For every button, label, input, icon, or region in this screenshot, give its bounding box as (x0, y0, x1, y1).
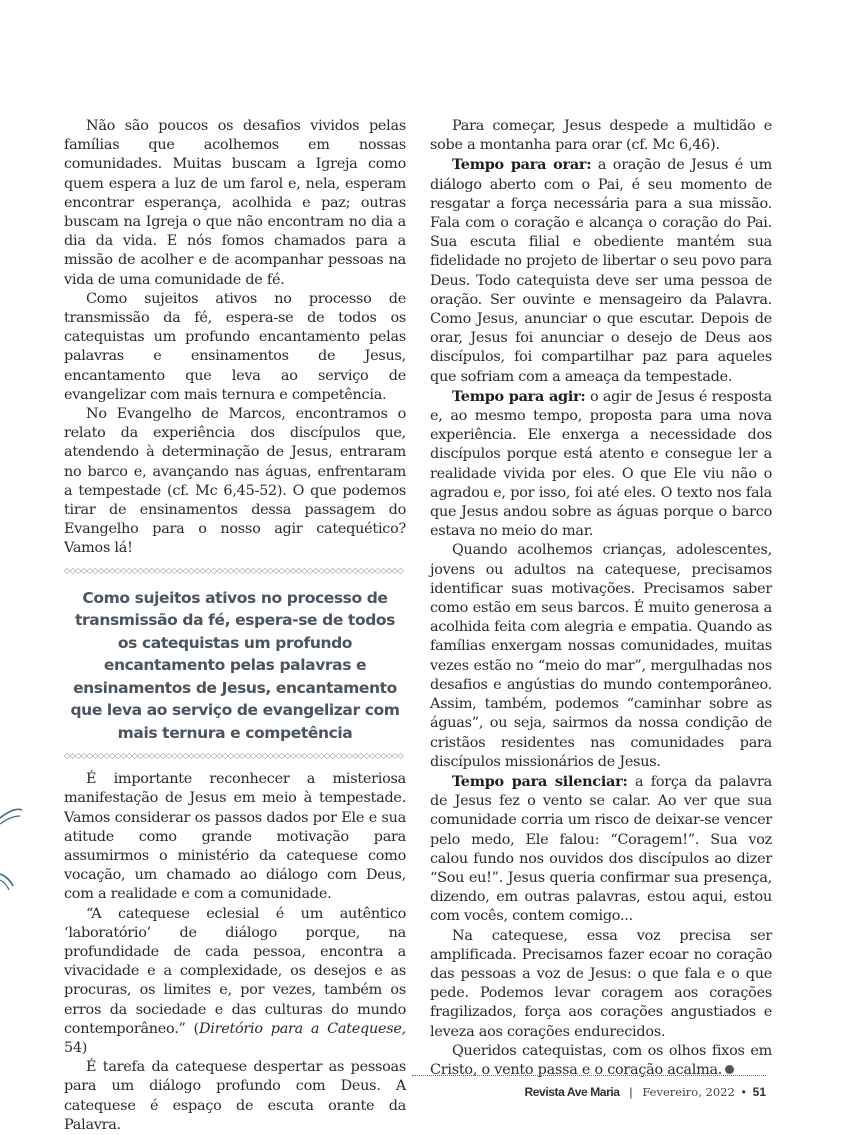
left-column (64, 117, 406, 1135)
section-text: o agir de Jesus é resposta e, ao mesmo tempo, proposta para uma nova experiência. Ele enxerga a necessidade dos discípulos porque está atento e consegue ler a realidade vivida por eles. O que Ele viu não o agradou e, por isso, foi até eles. O texto nos fala que Jesus andou sobre as águas porque o barco estava no meio do mar. (430, 388, 772, 540)
quote-paragraph (64, 905, 406, 1059)
page-footer (525, 1085, 766, 1099)
quote-text: “A catequese eclesial é um autêntico ‘laboratório’ de diálogo porque, na profundidade de cada pessoa, encontra a vivacidade e a complexidade, os desejos e as procuras, os limites e, por vezes, também os erros da sociedade e das culturas do mundo contemporâneo.” ( (64, 905, 406, 1037)
wave-swirl-decoration (0, 770, 40, 910)
section-text: a oração de Jesus é um diálogo aberto com o Pai, é seu momento de resgatar a força necessária para a sua missão. Fala com o coração e alcança o coração do Pai. Sua escuta filial e obediente mantém sua fidelidade no projeto de libertar o seu povo para Deus. Todo catequista deve ser uma pessoa de oração. Ser ouvinte e mensageiro da Palavra. Como Jesus, anunciar o que escutar. Depois de orar, Jesus foi anunciar o desejo de Deus aos discípulos, foi compartilhar paz para aqueles que sofriam com a ameaça da tempestade. (430, 157, 772, 385)
section-text: a força da palavra de Jesus fez o vento se calar. Ao ver que sua comunidade corria um risco de deixar-se vencer pelo medo, Ele falou: “Coragem!”. Sua voz calou fundo nos ouvidos dos discípulos ao dizer “Sou eu!”. Jesus queria confirmar sua presença, dizendo, em outras palavras, estou aqui, estou com vocês, contem comigo... (430, 773, 772, 925)
footer-separator: | (629, 1085, 633, 1099)
paragraph: Na catequese, essa voz precisa ser amplificada. Precisamos fazer ecoar no coração das pessoas a voz de Jesus: o que fala e o que pede. Podemos levar coragem aos corações fragilizados, força aos corações angustiados e leveza aos corações endurecidos. (430, 927, 772, 1040)
paragraph: Não são poucos os desafios vividos pelas famílias que acolhemos em nossas comunidades. Muitas buscam a Igreja como quem espera a luz de um farol e, nela, esperam encontrar esperança, acolhida e paz; outras buscam na Igreja o que não encontram no dia a dia da vida. E nós fomos chamados para a missão de acolher e de acompanhar pessoas na vida de uma comunidade de fé. (64, 118, 406, 288)
issue-date: Fevereiro, 2022 (642, 1085, 735, 1099)
quote-source-ref: 54) (64, 1040, 88, 1057)
section-silenciar (430, 772, 772, 927)
paragraph: É importante reconhecer a misteriosa manifestação de Jesus em meio à tempestade. Vamos considerar os passos dados por Ele e sua atitude como grande motivação para assumirmos o ministério da catequese como vocação, um chamado ao diálogo com Deus, com a realidade e com a comunidade. (64, 771, 406, 903)
pull-quote: Como sujeitos ativos no processo de transmissão da fé, espera-se de todos os catequistas um profundo encantamento pelas palavras e ensinamentos de Jesus, encantamento que leva ao serviço de evangelizar com mais ternura e competência (70, 588, 400, 742)
paragraph: No Evangelho de Marcos, encontramos o relato da experiência dos discípulos que, atendendo à determinação de Jesus, entraram no barco e, avançando nas águas, enfrentaram a tempestade (cf. Mc 6,45-52). O que podemos tirar de ensinamentos dessa passagem do Evangelho para o nosso agir catequético? Vamos lá! (64, 406, 406, 557)
paragraph: Como sujeitos ativos no processo de transmissão da fé, espera-se de todos os catequistas um profundo encantamento pelas palavras e ensinamentos de Jesus, encantamento que leva ao serviço de evangelizar com mais ternura e competência. (64, 290, 406, 403)
paragraph: Para começar, Jesus despede a multidão e sobe a montanha para orar (cf. Mc 6,46). (430, 118, 772, 154)
footer-dotted-rule (412, 1075, 766, 1076)
closing-text: Queridos catequistas, com os olhos fixos em Cristo, o vento passa e o coração acalma. (430, 1042, 772, 1078)
section-heading: Tempo para silenciar: (452, 772, 628, 790)
section-heading: Tempo para orar: (452, 156, 592, 174)
paragraph: Quando acolhemos crianças, adolescentes, jovens ou adultos na catequese, precisamos identificar suas motivações. Precisamos saber como estão em seus barcos. É muito generosa a acolhida feita com alegria e empatia. Quando as famílias enxergam nossas comunidades, muitas vezes estão no “meio do mar”, mergulhadas nos desafios e angústias do mundo contemporâneo. Assim, também, podemos “caminhar sobre as águas”, ou seja, sairmos da nossa condição de cristãos residentes nas comunidades para discípulos missionários de Jesus. (430, 542, 772, 770)
diamond-divider: ◇◇◇◇◇◇◇◇◇◇◇◇◇◇◇◇◇◇◇◇◇◇◇◇◇◇◇◇◇◇◇◇◇◇◇◇◇◇◇◇◇◇◇◇◇◇◇◇◇◇◇◇◇◇◇◇◇◇◇◇ (64, 566, 404, 575)
quote-source-title: Diretório para a Catequese, (198, 1020, 406, 1037)
magazine-name: Revista Ave Maria (524, 1085, 620, 1099)
page-number: 51 (752, 1085, 766, 1099)
section-heading: Tempo para agir: (452, 387, 586, 405)
section-agir (430, 387, 772, 542)
right-column (430, 117, 772, 1080)
footer-bullet: • (741, 1085, 746, 1099)
paragraph: É tarefa da catequese despertar as pessoas para um diálogo profundo com Deus. A catequese é espaço de escuta orante da Palavra. (64, 1059, 406, 1133)
section-orar (430, 155, 772, 386)
diamond-divider: ◇◇◇◇◇◇◇◇◇◇◇◇◇◇◇◇◇◇◇◇◇◇◇◇◇◇◇◇◇◇◇◇◇◇◇◇◇◇◇◇◇◇◇◇◇◇◇◇◇◇◇◇◇◇◇◇◇◇◇◇ (64, 752, 404, 761)
end-mark-icon (725, 1065, 734, 1074)
